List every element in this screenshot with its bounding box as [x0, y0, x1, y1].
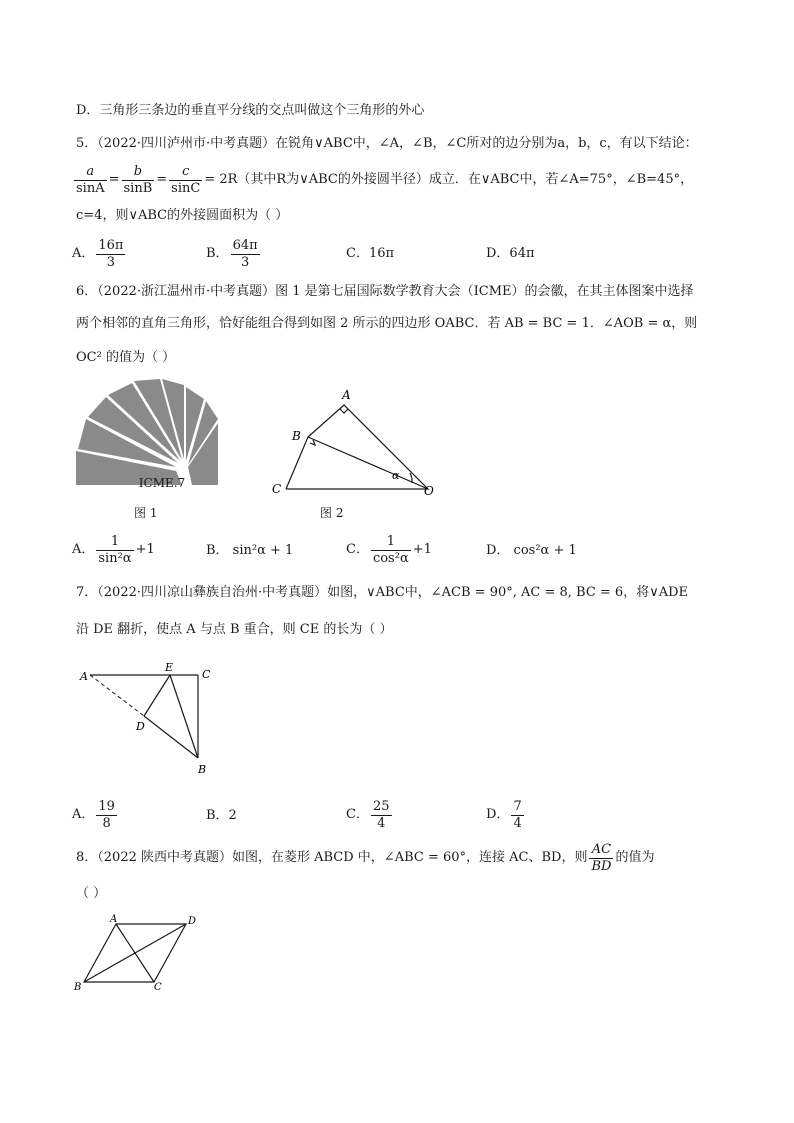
icme-logo-figure: [72, 375, 222, 490]
q5-frac-c: $\frac{c}{\sin C}$: [171, 163, 201, 196]
q6-line1: 6．（2022·浙江温州市·中考真题）图 1 是第七届国际数学教育大会（ICME）的会徽，在其主体图案中选择: [76, 284, 694, 299]
q5-line2-rest: = 2R（其中R为∨ABC的外接圆半径）成立．在∨ABC中，若∠A=75°，∠B=45°，: [204, 172, 694, 187]
q6-figure2: [262, 385, 442, 500]
q6-line2: 两个相邻的直角三角形，恰好能组合得到如图 2 所示的四边形 OABC．若 AB = BC = 1．∠AOB = α，则: [76, 316, 698, 331]
q8-line1: 8．（2022 陕西中考真题）如图，在菱形 ABCD 中，∠ABC = 60°，连接 AC、BD，则 $\frac{AC}{BD}$ 的值为: [76, 841, 655, 874]
q5-line3: c=4，则∨ABC的外接圆面积为（ ）: [76, 208, 289, 223]
q7-label-a: A: [80, 670, 88, 683]
q8-label-a: A: [110, 914, 118, 925]
q6-option-b: B． sin²α + 1: [206, 543, 294, 558]
q5-option-d: D．64π: [486, 246, 535, 261]
icme-logo-text: ICME.7: [138, 476, 186, 490]
q6-fig1-caption: 图 1: [134, 506, 158, 520]
q6-option-a: A． $\frac{1}{\text{sin²α}}$ +1: [72, 533, 155, 566]
q7-line2: 沿 DE 翻折，使点 A 与点 B 重合，则 CE 的长为（ ）: [76, 622, 393, 637]
q6-option-c: C． $\frac{1}{\text{cos²α}}$ +1: [346, 533, 432, 566]
q7-option-c: C． $\frac{25}{4}$: [346, 798, 390, 831]
q7-label-c: C: [202, 668, 211, 681]
q7-line1: 7．（2022·四川凉山彝族自治州·中考真题）如图，∨ABC中，∠ACB = 90°, AC = 8, BC = 6，将∨ADE: [76, 585, 689, 600]
q5-option-c: C．16π: [346, 246, 395, 261]
q5-option-b: B． $\frac{64\pi}{3}$: [206, 237, 258, 270]
q6-line3: OC² 的值为（ ）: [76, 350, 176, 365]
q6-label-a: A: [342, 388, 351, 402]
q8-fraction: $\frac{AC}{BD}$: [591, 841, 612, 874]
q8-line2: （ ）: [76, 886, 107, 901]
q6-fig2-caption: 图 2: [320, 506, 344, 520]
q5-line1: 5．（2022·四川泸州市·中考真题）在锐角∨ABC中，∠A，∠B，∠C所对的边分别为a，b，c，有以下结论：: [76, 136, 698, 151]
q8-label-d: D: [188, 916, 197, 927]
q8-label-b: B: [74, 982, 82, 993]
q6-label-o: O: [424, 484, 434, 498]
q8-label-c: C: [154, 982, 162, 993]
prev-option-d: D．三角形三条边的垂直平分线的交点叫做这个三角形的外心: [76, 103, 425, 118]
q7-option-d: D． $\frac{7}{4}$: [486, 798, 522, 831]
icme-logo-fan: [76, 379, 218, 485]
q6-label-alpha: α: [392, 469, 400, 482]
q5-option-a: A． $\frac{16\pi}{3}$: [72, 237, 124, 270]
q7-option-b: B．2: [206, 808, 237, 823]
q6-label-b: B: [292, 429, 301, 443]
q5-formula-line: $\frac{a}{\sin A}$ = $\frac{b}{\sin B}$ = $\frac{c}{\sin C}$ = 2R（其中R为∨ABC的外接圆半径）成立．在∨ABC中，若∠A=75°，∠B=45°，: [76, 163, 694, 196]
q5-frac-a: $\frac{a}{\sin A}$: [76, 163, 105, 196]
q7-label-d: D: [136, 720, 145, 733]
q7-label-b: B: [198, 763, 207, 776]
q7-figure: [72, 658, 222, 778]
q6-label-c: C: [272, 482, 282, 496]
q5-frac-b: $\frac{b}{\sin B}$: [123, 163, 153, 196]
q8-figure: [72, 912, 212, 994]
q7-label-e: E: [165, 661, 174, 674]
q7-option-a: A． $\frac{19}{8}$: [72, 798, 115, 831]
q6-option-d: D． cos²α + 1: [486, 543, 577, 558]
